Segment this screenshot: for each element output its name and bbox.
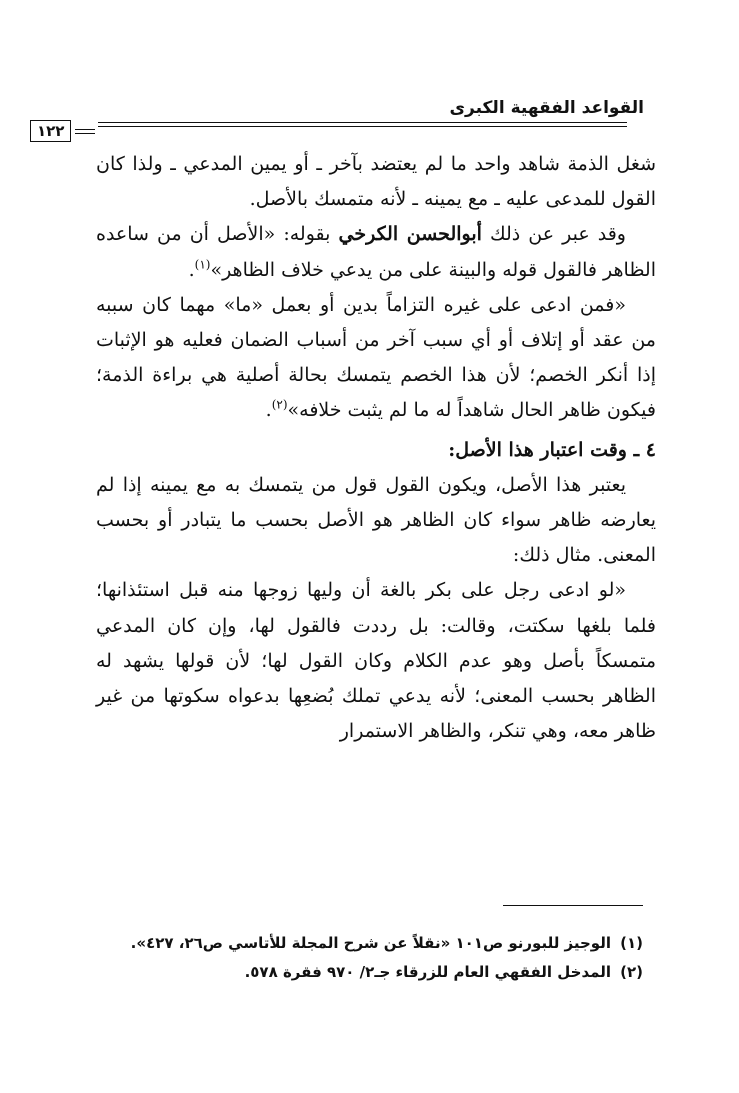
footnote-ref-2[interactable]: (٢) [271, 398, 288, 413]
header-rule-bottom [98, 126, 627, 127]
paragraph-3 [96, 288, 656, 429]
paragraph-2-before: وقد عبر عن ذلك [481, 223, 626, 246]
scholar-name: أبوالحسن الكرخي [338, 223, 482, 246]
paragraph-3-end: . [265, 399, 272, 422]
paragraph-2-end: . [188, 258, 195, 281]
footnote-number: (٢) [620, 963, 643, 981]
paragraph-1: شغل الذمة شاهد واحد ما لم يعتضد بآخر ـ أو يمين المدعي ـ ولذا كان القول للمدعى عليه ـ مع يمينه ـ لأنه متمسك بالأصل. [96, 153, 656, 211]
footnote-number: (١) [620, 934, 643, 952]
main-text [96, 147, 656, 749]
footnote-2 [83, 958, 643, 987]
footnote-1 [83, 929, 643, 958]
page-number: ١٢٢ [30, 120, 71, 142]
footnote-text: المدخل الفقهي العام للزرقاء جـ٢/ ٩٧٠ فقرة ٥٧٨. [244, 963, 611, 981]
paragraph-3-main: «فمن ادعى على غيره التزاماً بدين أو بعمل «ما» مهما كان سببه من عقد أو إتلاف أو أي سبب آخر من أسباب الضمان فعليه هو الإثبات إذا أنكر الخصم؛ لأن هذا الخصم يتمسك بحالة أصلية هي براءة الذمة؛ فيكون ظاهر الحال شاهداً له ما لم يثبت خلافه» [96, 293, 656, 422]
footnote-ref-1[interactable]: (١) [194, 257, 211, 272]
page-number-marker [30, 120, 96, 142]
paragraph-5: «لو ادعى رجل على بكر بالغة أن وليها زوجها منه قبل استئذانها؛ فلما بلغها سكتت، وقالت: بل رددت فالقول لها، وإن كان المدعي متمسكاً بأصل وهو عدم الكلام وكان القول لها؛ لأن قولها يشهد له الظاهر بحسب المعنى؛ لأنه يدعي تملك بُضعِها بدعواه سكوتها من غير ظاهر معه، وهي تنكر، والظاهر الاستمرار [96, 579, 656, 743]
paragraph-2-after: بقوله: «الأصل أن من ساعده الظاهر فالقول قوله والبينة على من يدعي خلاف الظاهر» [96, 223, 656, 281]
paragraph-2 [96, 217, 656, 287]
footnote-text: الوجيز للبورنو ص١٠١ «نقلاً عن شرح المجلة للأتاسي ص٢٦، ٤٢٧». [130, 934, 611, 952]
footnote-separator [503, 905, 643, 906]
section-heading: ٤ ـ وقت اعتبار هذا الأصل: [448, 438, 656, 461]
running-title: القواعد الفقهية الكبرى [449, 98, 644, 118]
page-number-ornament [75, 129, 95, 134]
footnotes [83, 929, 643, 987]
paragraph-4: يعتبر هذا الأصل، ويكون القول قول من يتمسك به مع يمينه إذا لم يعارضه ظاهر سواء كان الظاهر هو الأصل بحسب ما يتبادر أو بحسب المعنى. مثال ذلك: [96, 473, 656, 567]
header-rule-top [98, 122, 627, 123]
